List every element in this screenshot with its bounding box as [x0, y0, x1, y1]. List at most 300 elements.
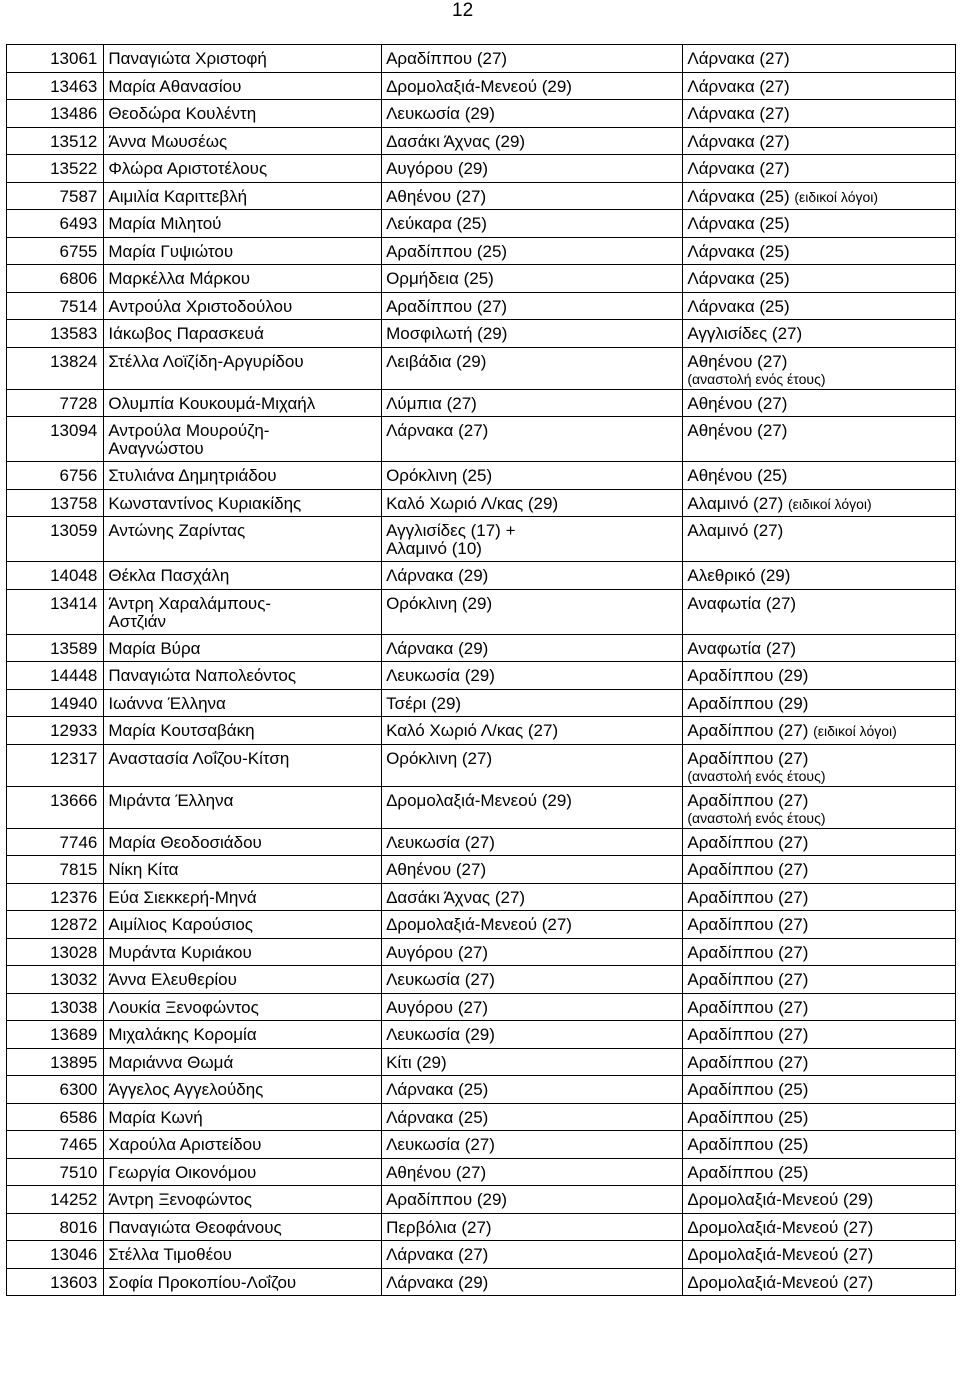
table-row [7, 1213, 956, 1241]
table-row [7, 265, 956, 293]
transfer-from-cell [382, 1186, 683, 1214]
employee-id-cell: 13689 [7, 1021, 104, 1049]
employee-name-cell [104, 127, 382, 155]
employee-name-cell [104, 993, 382, 1021]
transfer-to: Λάρνακα (27) [687, 159, 790, 178]
transfer-to: Αλεθρικό (29) [687, 566, 791, 585]
transfer-from-cell [382, 155, 683, 183]
employee-name-cell [104, 911, 382, 939]
employee-name: Μαρία Κουτσαβάκη [108, 721, 255, 740]
transfer-from-cell [382, 210, 683, 238]
transfer-to: Αραδίππου (27) [687, 790, 809, 810]
transfer-from-cell [382, 744, 683, 786]
transfer-to-cell [683, 1076, 956, 1104]
transfer-from-cell [382, 856, 683, 884]
transfer-from-cell [382, 662, 683, 690]
transfer-from: Τσέρι (29) [386, 693, 462, 713]
employee-name-cell [104, 1131, 382, 1159]
employee-name: Θέκλα Πασχάλη [108, 566, 230, 585]
table-row [7, 786, 956, 828]
employee-id-cell: 6756 [7, 462, 104, 490]
employee-name: Ιάκωβος Παρασκευά [108, 324, 264, 343]
employee-id-cell: 7746 [7, 828, 104, 856]
page-number: 12 [452, 0, 474, 21]
transfer-from: Αραδίππου (29) [386, 1190, 508, 1209]
table-row [7, 1103, 956, 1131]
transfer-to-cell [683, 389, 956, 417]
transfer-from-continued: Αλαμινό (10) [386, 539, 482, 558]
transfer-to-cell [683, 489, 956, 517]
employee-name-cell [104, 689, 382, 717]
transfer-from: Λάρνακα (27) [386, 1245, 489, 1264]
transfer-to-cell [683, 127, 956, 155]
employee-name: Άντρη Χαραλάμπους- [108, 593, 272, 613]
transfer-to-cell [683, 744, 956, 786]
table-row [7, 1131, 956, 1159]
table-row [7, 911, 956, 939]
transfer-from-cell [382, 1131, 683, 1159]
employee-id-cell: 13046 [7, 1241, 104, 1269]
transfer-from-cell [382, 389, 683, 417]
transfer-to-cell [683, 1131, 956, 1159]
table-row [7, 744, 956, 786]
employee-id-cell: 7510 [7, 1158, 104, 1186]
transfer-from-cell [382, 1158, 683, 1186]
transfer-to: Αναφωτία (27) [687, 593, 797, 613]
employee-name: Μαρκέλλα Μάρκου [108, 269, 251, 288]
transfer-to: Αθηένου (27) [687, 351, 788, 371]
table-row [7, 417, 956, 462]
transfer-to: Λάρνακα (27) [687, 49, 790, 68]
table-row [7, 462, 956, 490]
transfer-from: Λάρνακα (29) [386, 638, 489, 658]
transfer-to: Δρομολαξιά-Μενεού (27) [687, 1217, 874, 1237]
transfer-from: Δασάκι Άχνας (29) [386, 131, 526, 151]
table-row [7, 993, 956, 1021]
transfer-from: Λάρνακα (29) [386, 566, 489, 585]
employee-name-cell [104, 966, 382, 994]
employee-name: Άννα Ελευθερίου [108, 970, 237, 989]
employee-name-cell [104, 1103, 382, 1131]
transfer-from: Λευκωσία (27) [386, 1135, 495, 1154]
transfer-from: Αυγόρου (27) [386, 942, 489, 962]
transfer-to: Δρομολαξιά-Μενεού (27) [687, 1245, 874, 1264]
employee-id-cell: 12317 [7, 744, 104, 786]
employee-name: Αντώνης Ζαρίντας [108, 521, 246, 540]
employee-id-cell: 14252 [7, 1186, 104, 1214]
transfer-to: Λάρνακα (27) [687, 104, 790, 123]
employee-id-cell: 13583 [7, 320, 104, 348]
transfer-to: Αθηένου (25) [687, 466, 788, 485]
employee-id-cell: 7514 [7, 292, 104, 320]
employee-id-cell: 13758 [7, 489, 104, 517]
table-row [7, 320, 956, 348]
transfer-from: Λάρνακα (29) [386, 1272, 489, 1292]
transfer-note: (αναστολή ενός έτους) [687, 767, 826, 784]
transfer-to: Αραδίππου (27) [687, 860, 809, 879]
transfer-from: Ορμήδεια (25) [386, 269, 494, 288]
table-row [7, 562, 956, 590]
employee-name: Αιμιλία Καριττεβλή [108, 186, 248, 206]
transfer-from-cell [382, 1021, 683, 1049]
employee-id-cell: 6493 [7, 210, 104, 238]
table-row [7, 828, 956, 856]
table-row [7, 1048, 956, 1076]
transfer-from-cell [382, 634, 683, 662]
table-row [7, 155, 956, 183]
transfer-to: Αραδίππου (25) [687, 1135, 809, 1154]
transfer-from: Λευκωσία (29) [386, 666, 495, 685]
transfer-from-cell [382, 489, 683, 517]
table-row [7, 45, 956, 73]
employee-name: Αιμίλιος Καρούσιος [108, 915, 253, 934]
transfer-to-cell [683, 1048, 956, 1076]
employee-id-cell: 13486 [7, 100, 104, 128]
employee-id-cell: 13032 [7, 966, 104, 994]
employee-name-cell [104, 417, 382, 462]
transfer-from: Λύμπια (27) [386, 393, 477, 413]
transfer-note: (αναστολή ενός έτους) [687, 809, 826, 826]
transfer-from-cell [382, 45, 683, 73]
employee-name-cell [104, 489, 382, 517]
transfer-to-cell [683, 856, 956, 884]
transfer-to-cell [683, 1021, 956, 1049]
employee-name-cell [104, 462, 382, 490]
employee-name: Εύα Σιεκκερή-Μηνά [108, 887, 257, 907]
transfer-from-cell [382, 911, 683, 939]
employee-name: Άγγελος Αγγελούδης [108, 1080, 264, 1099]
employee-name: Μαριάννα Θωμά [108, 1052, 234, 1072]
table-row [7, 1268, 956, 1296]
transfer-to-cell [683, 1241, 956, 1269]
transfer-from: Αθηένου (27) [386, 860, 487, 879]
transfer-to-cell [683, 786, 956, 828]
employee-name-cell [104, 389, 382, 417]
employee-name: Άννα Μωυσέως [108, 131, 228, 151]
transfer-to-cell [683, 462, 956, 490]
transfer-from-cell [382, 182, 683, 210]
transfer-to-cell [683, 1186, 956, 1214]
transfer-from: Περβόλια (27) [386, 1217, 492, 1237]
employee-name-cell [104, 210, 382, 238]
employee-id-cell: 13666 [7, 786, 104, 828]
transfer-from-cell [382, 689, 683, 717]
transfer-from-cell [382, 347, 683, 389]
transfer-from-cell [382, 938, 683, 966]
transfer-to-cell [683, 1103, 956, 1131]
transfer-from-cell [382, 1076, 683, 1104]
employee-id-cell: 13414 [7, 589, 104, 634]
table-row [7, 938, 956, 966]
transfer-to: Αραδίππου (27) [687, 1052, 809, 1072]
employee-name-cell [104, 72, 382, 100]
employee-name-cell [104, 517, 382, 562]
transfer-to-cell [683, 45, 956, 73]
employee-id-cell: 13512 [7, 127, 104, 155]
transfer-from-cell [382, 517, 683, 562]
transfer-from-cell [382, 786, 683, 828]
transfer-to-cell [683, 265, 956, 293]
transfer-to-cell [683, 292, 956, 320]
transfer-to-cell [683, 828, 956, 856]
transfer-to: Λάρνακα (25) [687, 214, 790, 233]
employee-name: Αντρούλα Μουρούζη- [108, 421, 270, 440]
employee-name-cell [104, 1076, 382, 1104]
table-row [7, 72, 956, 100]
table-row [7, 517, 956, 562]
transfer-from: Λεύκαρα (25) [386, 214, 487, 233]
transfer-from-cell [382, 462, 683, 490]
table-row [7, 634, 956, 662]
employee-name: Αντρούλα Χριστοδούλου [108, 296, 293, 316]
table-row [7, 1158, 956, 1186]
transfer-from: Καλό Χωριό Λ/κας (29) [386, 493, 559, 513]
transfer-from: Λάρνακα (25) [386, 1080, 489, 1099]
transfer-to-cell [683, 210, 956, 238]
transfer-from-cell [382, 72, 683, 100]
employee-id-cell: 13028 [7, 938, 104, 966]
employee-name-cell [104, 744, 382, 786]
transfer-to-cell [683, 347, 956, 389]
transfer-to-cell [683, 517, 956, 562]
employee-name-cell [104, 1048, 382, 1076]
transfer-from-cell [382, 589, 683, 634]
employee-name-cell [104, 662, 382, 690]
transfer-from: Καλό Χωριό Λ/κας (27) [386, 721, 559, 740]
employee-name: Μιράντα Έλληνα [108, 790, 234, 810]
employee-name-cell [104, 786, 382, 828]
transfer-table [6, 44, 956, 1296]
transfer-from: Δασάκι Άχνας (27) [386, 887, 526, 907]
employee-name: Στέλλα Λοϊζίδη-Αργυρίδου [108, 351, 304, 371]
table-row [7, 389, 956, 417]
employee-name: Χαρούλα Αριστείδου [108, 1135, 262, 1154]
transfer-from-cell [382, 1103, 683, 1131]
employee-name-cell [104, 1186, 382, 1214]
employee-name: Θεοδώρα Κουλέντη [108, 104, 257, 123]
employee-name: Άντρη Ξενοφώντος [108, 1190, 252, 1209]
transfer-from: Ορόκλινη (27) [386, 748, 493, 768]
employee-name-cell [104, 155, 382, 183]
transfer-from-cell [382, 417, 683, 462]
employee-name: Φλώρα Αριστοτέλους [108, 159, 268, 178]
transfer-to: Αραδίππου (27) [687, 832, 809, 852]
table-row [7, 1186, 956, 1214]
transfer-from-cell [382, 717, 683, 745]
transfer-from-cell [382, 828, 683, 856]
employee-name: Μυράντα Κυριάκου [108, 942, 252, 962]
table-row [7, 662, 956, 690]
transfer-to-cell [683, 1268, 956, 1296]
transfer-note: (αναστολή ενός έτους) [687, 370, 826, 387]
table-row [7, 1076, 956, 1104]
employee-id-cell: 13059 [7, 517, 104, 562]
transfer-to-cell [683, 883, 956, 911]
transfer-to-cell [683, 1213, 956, 1241]
employee-name-cell [104, 856, 382, 884]
employee-name: Νίκη Κίτα [108, 860, 179, 879]
transfer-from: Λευκωσία (27) [386, 832, 495, 852]
transfer-from: Κίτι (29) [386, 1052, 447, 1072]
transfer-from-cell [382, 1213, 683, 1241]
transfer-from-cell [382, 562, 683, 590]
employee-name: Αναστασία Λοΐζου-Κίτση [108, 748, 290, 768]
transfer-note: (ειδικοί λόγοι) [813, 723, 897, 739]
employee-id-cell: 12376 [7, 883, 104, 911]
transfer-to-cell [683, 634, 956, 662]
transfer-to: Αραδίππου (27) [687, 721, 809, 740]
transfer-from: Λειβάδια (29) [386, 351, 487, 371]
employee-id-cell: 6755 [7, 237, 104, 265]
transfer-from-cell [382, 883, 683, 911]
transfer-from-cell [382, 1048, 683, 1076]
transfer-to-cell [683, 1158, 956, 1186]
table-row [7, 127, 956, 155]
employee-name-cell [104, 182, 382, 210]
transfer-to-cell [683, 182, 956, 210]
transfer-to: Αραδίππου (25) [687, 1080, 809, 1099]
transfer-to: Αθηένου (27) [687, 393, 788, 413]
transfer-to: Αραδίππου (29) [687, 666, 809, 685]
transfer-from-cell [382, 265, 683, 293]
transfer-to: Αθηένου (27) [687, 421, 788, 440]
employee-name-cell [104, 589, 382, 634]
transfer-from-cell [382, 1268, 683, 1296]
transfer-to: Αραδίππου (25) [687, 1162, 809, 1182]
transfer-to-cell [683, 589, 956, 634]
transfer-from: Αυγόρου (29) [386, 159, 489, 178]
employee-name-cell [104, 1268, 382, 1296]
table-row [7, 100, 956, 128]
employee-id-cell: 14048 [7, 562, 104, 590]
transfer-to: Δρομολαξιά-Μενεού (29) [687, 1190, 874, 1209]
transfer-to-cell [683, 689, 956, 717]
table-row [7, 210, 956, 238]
transfer-to: Αλαμινό (27) [687, 493, 784, 513]
table-row [7, 489, 956, 517]
transfer-from: Αραδίππου (27) [386, 296, 508, 316]
transfer-from: Λευκωσία (29) [386, 1025, 495, 1044]
employee-name: Ιωάννα Έλληνα [108, 693, 226, 713]
employee-name-cell [104, 347, 382, 389]
employee-name-cell [104, 562, 382, 590]
employee-id-cell: 14940 [7, 689, 104, 717]
employee-name: Μαρία Γυψιώτου [108, 241, 234, 261]
transfer-from-cell [382, 100, 683, 128]
employee-name: Παναγιώτα Ναπολεόντος [108, 666, 297, 685]
employee-name-cell [104, 292, 382, 320]
employee-name-cell [104, 237, 382, 265]
transfer-to: Λάρνακα (25) [687, 269, 790, 288]
employee-name: Κωνσταντίνος Κυριακίδης [108, 493, 302, 513]
employee-id-cell: 12933 [7, 717, 104, 745]
employee-name: Ολυμπία Κουκουμά-Μιχαήλ [108, 393, 316, 413]
transfer-to-cell [683, 717, 956, 745]
employee-id-cell: 13094 [7, 417, 104, 462]
transfer-to: Λάρνακα (27) [687, 131, 790, 151]
transfer-to: Αραδίππου (27) [687, 915, 809, 934]
transfer-from: Αθηένου (27) [386, 186, 487, 206]
table-row [7, 1021, 956, 1049]
transfer-from: Αραδίππου (25) [386, 241, 508, 261]
transfer-from: Αραδίππου (27) [386, 49, 508, 68]
employee-name: Στέλλα Τιμοθέου [108, 1245, 232, 1264]
transfer-to: Δρομολαξιά-Μενεού (27) [687, 1272, 874, 1292]
employee-name-cell [104, 45, 382, 73]
employee-name-cell [104, 883, 382, 911]
transfer-from-cell [382, 320, 683, 348]
employee-id-cell: 6806 [7, 265, 104, 293]
employee-name-cell [104, 1213, 382, 1241]
employee-name: Μαρία Θεοδοσιάδου [108, 832, 262, 852]
table-row [7, 689, 956, 717]
transfer-to: Αραδίππου (27) [687, 942, 809, 962]
transfer-from: Αυγόρου (27) [386, 997, 489, 1017]
employee-name-cell [104, 634, 382, 662]
transfer-from: Δρομολαξιά-Μενεού (29) [386, 76, 572, 96]
employee-name-cell [104, 265, 382, 293]
employee-name-cell [104, 938, 382, 966]
transfer-to: Λάρνακα (25) [687, 186, 790, 206]
transfer-to-cell [683, 320, 956, 348]
transfer-from-cell [382, 237, 683, 265]
transfer-to: Αναφωτία (27) [687, 638, 797, 658]
employee-id-cell: 13824 [7, 347, 104, 389]
transfer-from: Αγγλισίδες (17) + [386, 521, 516, 540]
table-row [7, 589, 956, 634]
employee-name: Μιχαλάκης Κορομία [108, 1025, 257, 1044]
transfer-to-cell [683, 417, 956, 462]
employee-name-cell [104, 320, 382, 348]
transfer-from: Λευκωσία (29) [386, 104, 495, 123]
transfer-to: Αραδίππου (27) [687, 1025, 809, 1044]
employee-name: Μαρία Αθανασίου [108, 76, 242, 96]
transfer-from-cell [382, 966, 683, 994]
transfer-note: (ειδικοί λόγοι) [794, 188, 879, 205]
table-row [7, 717, 956, 745]
transfer-from: Λάρνακα (25) [386, 1107, 489, 1127]
employee-name: Μαρία Μιλητού [108, 214, 222, 233]
transfer-to: Λάρνακα (25) [687, 241, 790, 261]
table-row [7, 347, 956, 389]
transfer-to-cell [683, 155, 956, 183]
transfer-to-cell [683, 72, 956, 100]
transfer-to-cell [683, 938, 956, 966]
transfer-to-cell [683, 911, 956, 939]
employee-id-cell: 8016 [7, 1213, 104, 1241]
transfer-from: Αθηένου (27) [386, 1162, 487, 1182]
transfer-to: Λάρνακα (25) [687, 296, 790, 316]
transfer-from: Ορόκλινη (25) [386, 466, 493, 485]
transfer-to: Αραδίππου (27) [687, 997, 809, 1017]
employee-name-cell [104, 100, 382, 128]
transfer-from: Λευκωσία (27) [386, 970, 495, 989]
employee-id-cell: 14448 [7, 662, 104, 690]
employee-name-cell [104, 1241, 382, 1269]
table-row [7, 883, 956, 911]
employee-id-cell: 6586 [7, 1103, 104, 1131]
employee-id-cell: 13895 [7, 1048, 104, 1076]
transfer-note: (ειδικοί λόγοι) [788, 495, 872, 512]
transfer-from: Δρομολαξιά-Μενεού (27) [386, 915, 572, 934]
employee-name: Σοφία Προκοπίου-Λοΐζου [108, 1272, 297, 1292]
transfer-from-cell [382, 1241, 683, 1269]
employee-name: Λουκία Ξενοφώντος [108, 997, 259, 1017]
employee-name: Παναγιώτα Χριστοφή [108, 49, 267, 68]
employee-name: Στυλιάνα Δημητριάδου [108, 466, 277, 485]
transfer-to-cell [683, 966, 956, 994]
employee-id-cell: 13038 [7, 993, 104, 1021]
